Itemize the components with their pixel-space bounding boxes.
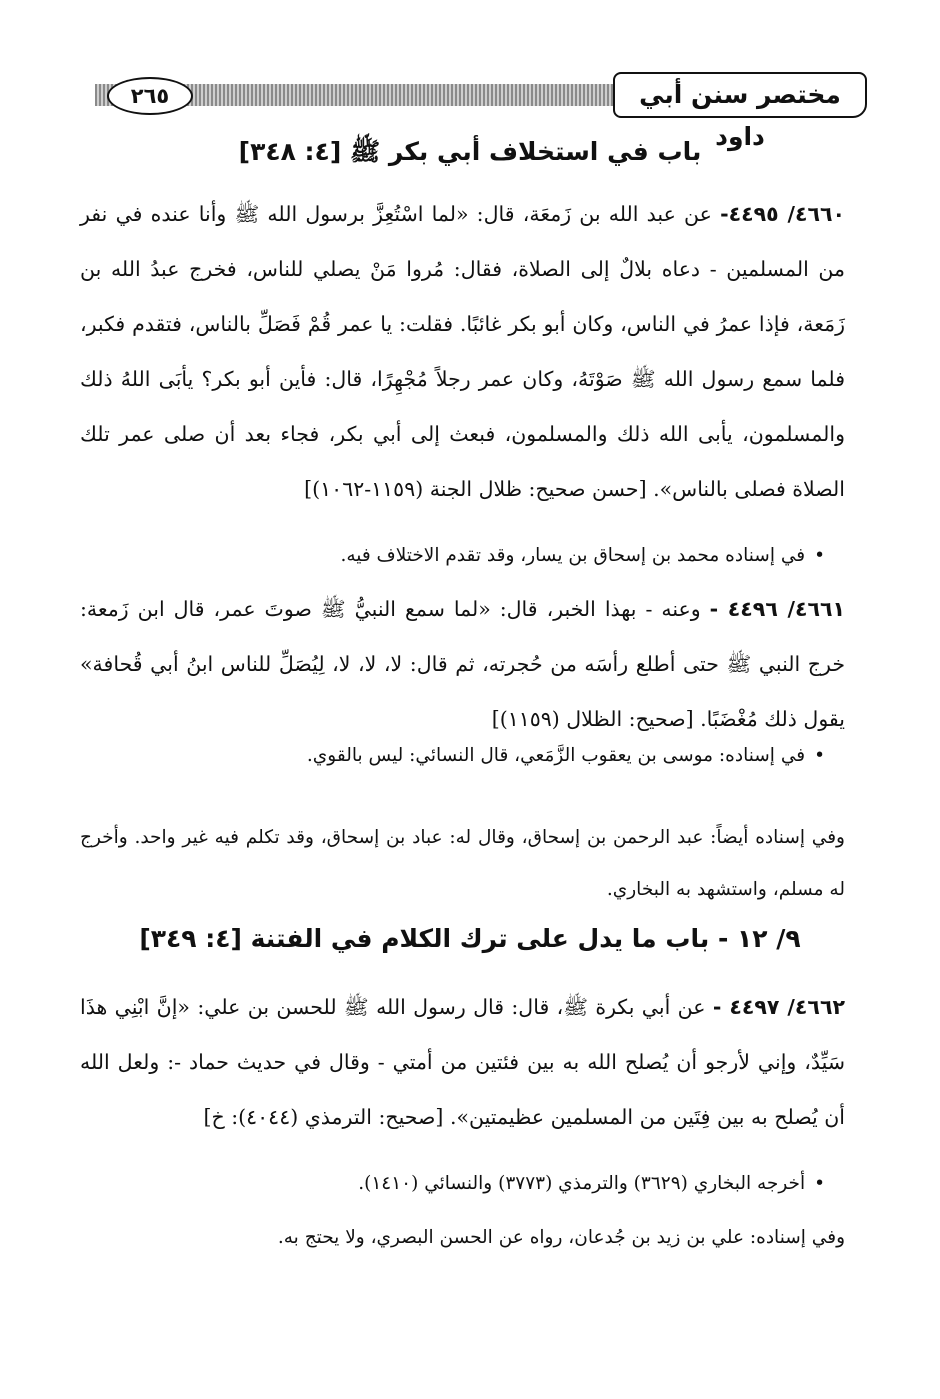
running-header (95, 72, 867, 151)
bullet-icon: • (814, 1173, 825, 1194)
footnote-item (80, 730, 825, 782)
chapter-heading: باب في استخلاف أبي بكر ﷺ [٤: ٣٤٨] (238, 137, 702, 166)
footnote-item (80, 1158, 825, 1210)
bullet-icon: • (814, 545, 825, 566)
hadith-paragraph (80, 582, 845, 747)
hadith-paragraph (80, 980, 845, 1145)
commentary: وفي إسناده أيضاً: عبد الرحمن بن إسحاق، وقال له: عباد بن إسحاق، وقد تكلم فيه غير واحد. وأخرج له مسلم، واستشهد به البخاري. (80, 827, 845, 900)
hadith-number: ٤٦٦٢/ ٤٤٩٧ - (712, 995, 845, 1019)
hadith-number: ٤٦٦١/ ٤٤٩٦ - (709, 597, 845, 621)
hadith-text: عن أبي بكرة ﷺ، قال: قال رسول الله ﷺ للحسن بن علي: «إنَّ ابْنِي هذَا سَيِّدٌ، وإني لأرجو أن يُصلح الله به بين فئتين من أمتي - وقال في حديث حماد -: ولعل الله أن يُصلح به بين فِتَين من المسلمين عظيمتين». [صحيح: الترمذي (٤٠٤٤): خ] (80, 995, 845, 1129)
bullet-icon: • (814, 745, 825, 766)
book-title: مختصر سنن أبي داود (613, 72, 867, 118)
footnote-text: في إسناده محمد بن إسحاق بن يسار، وقد تقدم الاختلاف فيه. (340, 545, 806, 566)
hadith-paragraph (80, 187, 845, 517)
commentary: وفي إسناده: علي بن زيد بن جُدعان، رواه عن الحسن البصري، ولا يحتج به. (277, 1227, 845, 1248)
chapter-heading: ٩/ ١٢ - باب ما يدل على ترك الكلام في الفتنة [٤: ٣٤٩] (139, 924, 801, 953)
hadith-number: ٤٦٦٠/ ٤٤٩٥- (720, 202, 845, 226)
footnote-text: في إسناده: موسى بن يعقوب الزَّمَعي، قال النسائي: ليس بالقوي. (306, 745, 806, 766)
hadith-text: وعنه - بهذا الخبر، قال: «لما سمع النبيُّ ﷺ صوتَ عمر، قال ابن زَمعة: خرج النبي ﷺ حتى أطلع رأسَه من حُجرته، ثم قال: لا، لا، لا، لِيُصَلِّ للناس ابنُ أبي قُحافة» يقول ذلك مُغْضَبًا. [صحيح: الظلال (١١٥٩)] (80, 597, 845, 731)
hadith-text: عن عبد الله بن زَمعَة، قال: «لما اسْتُعِزَّ برسول الله ﷺ وأنا عنده في نفر من المسلمين - دعاه بلالٌ إلى الصلاة، فقال: مُروا مَنْ يصلي للناس، فخرج عبدُ الله بن زَمَعة، فإذا عمرُ في الناس، وكان أبو بكر غائبًا. فقلت: يا عمر قُمْ فَصَلِّ بالناس، فتقدم فكبر، فلما سمع رسول الله ﷺ صَوْتَهُ، وكان عمر رجلاً مُجْهِرًا، قال: فأين أبو بكر؟ يأبَى اللهُ ذلك والمسلمون، يأبى الله ذلك والمسلمون، فبعث إلى أبي بكر، فجاء بعد أن صلى عمر تلك الصلاة فصلى بالناس». [حسن صحيح: ظلال الجنة (١١٥٩-١٠٦٢)] (80, 202, 845, 501)
page-number: ٢٦٥ (107, 77, 193, 115)
footnote-item (80, 530, 825, 582)
footnote-text: أخرجه البخاري (٣٦٢٩) والترمذي (٣٧٧٣) والنسائي (١٤١٠). (358, 1173, 806, 1194)
